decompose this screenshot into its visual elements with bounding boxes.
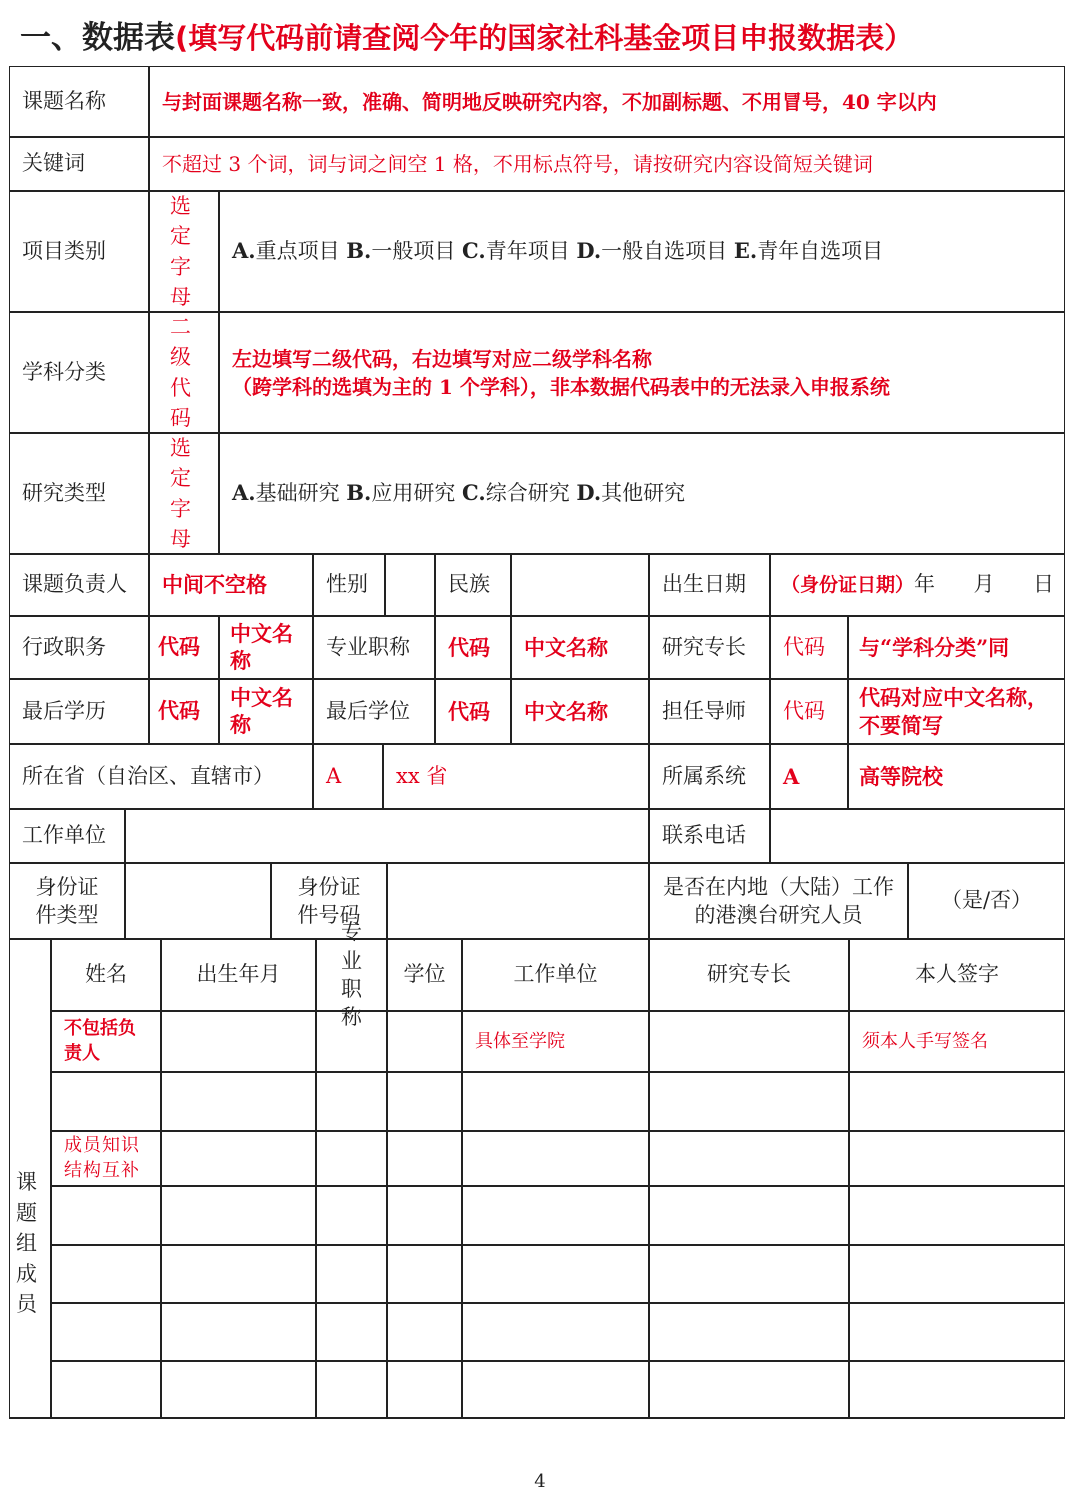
member-row3-title[interactable]	[316, 1131, 387, 1186]
admin-post-code-field[interactable]: 代码	[149, 616, 219, 679]
project-type-options	[219, 191, 1065, 312]
gender-field[interactable]	[385, 554, 435, 616]
member-row3-birth[interactable]	[161, 1131, 316, 1186]
education-name-field[interactable]: 中文名称	[219, 679, 313, 744]
day-unit: 日	[1032, 572, 1054, 597]
topic-name-label: 课题名称	[9, 66, 149, 137]
month-unit: 月	[973, 572, 995, 597]
member-row4-signature[interactable]	[849, 1186, 1065, 1245]
option-key: C.	[462, 480, 486, 506]
member-row5-title[interactable]	[316, 1245, 387, 1303]
member-header-expertise: 研究专长	[649, 939, 849, 1011]
member-row1-unit[interactable]: 具体至学院	[462, 1011, 649, 1072]
member-row4-unit[interactable]	[462, 1186, 649, 1245]
hmt-researcher-field[interactable]: （是/否）	[908, 863, 1065, 939]
option-key: A.	[232, 480, 256, 506]
project-type-code-field[interactable]	[149, 191, 219, 312]
member-row5-degree[interactable]	[387, 1245, 462, 1303]
member-row1-signature[interactable]: 须本人手写签名	[849, 1011, 1065, 1072]
discipline-hint-line1: 左边填写二级代码，右边填写对应二级学科名称	[232, 346, 652, 371]
option-key: D.	[576, 238, 602, 264]
ethnicity-field[interactable]	[511, 554, 649, 616]
member-row1-title[interactable]	[316, 1011, 387, 1072]
member-row1-name[interactable]: 不包括负责人	[51, 1011, 161, 1072]
discipline-code-hint: 二级代码	[170, 314, 191, 430]
title-name-field[interactable]: 中文名称	[511, 616, 649, 679]
member-row2-title[interactable]	[316, 1072, 387, 1131]
member-row6-signature[interactable]	[849, 1303, 1065, 1361]
expertise-label: 研究专长	[649, 616, 770, 679]
research-type-code-field[interactable]	[149, 433, 219, 554]
member-row6-expertise[interactable]	[649, 1303, 849, 1361]
ethnicity-label: 民族	[435, 554, 511, 616]
member-row7-title[interactable]	[316, 1361, 387, 1419]
id-number-field[interactable]	[387, 863, 649, 939]
member-row2-birth[interactable]	[161, 1072, 316, 1131]
option-key: D.	[576, 480, 602, 506]
member-header-title: 专业职称	[316, 939, 387, 1011]
member-header-name: 姓名	[51, 939, 161, 1011]
degree-code-field[interactable]: 代码	[435, 679, 511, 744]
discipline-label: 学科分类	[9, 312, 149, 433]
pi-name-field[interactable]: 中间不空格	[149, 554, 313, 616]
admin-post-label: 行政职务	[9, 616, 149, 679]
title-code-field[interactable]: 代码	[435, 616, 511, 679]
member-row4-expertise[interactable]	[649, 1186, 849, 1245]
work-unit-field[interactable]	[125, 809, 649, 863]
member-row4-birth[interactable]	[161, 1186, 316, 1245]
gender-label: 性别	[313, 554, 385, 616]
pi-label: 课题负责人	[9, 554, 149, 616]
system-label: 所属系统	[649, 744, 770, 809]
id-type-label: 身份证件类型	[9, 863, 125, 939]
member-row4-title[interactable]	[316, 1186, 387, 1245]
option-key: B.	[346, 238, 372, 264]
option-key: B.	[346, 480, 372, 506]
birth-date-field[interactable]	[770, 554, 1065, 616]
discipline-name-field[interactable]	[219, 312, 1065, 433]
member-row5-signature[interactable]	[849, 1245, 1065, 1303]
member-row5-unit[interactable]	[462, 1245, 649, 1303]
member-row2-name[interactable]	[51, 1072, 161, 1131]
member-row5-expertise[interactable]	[649, 1245, 849, 1303]
option-text: 青年项目	[485, 239, 577, 264]
system-code-field[interactable]: A	[770, 744, 848, 809]
hmt-researcher-label: 是否在内地（大陆）工作的港澳台研究人员	[649, 863, 908, 939]
member-row6-title[interactable]	[316, 1303, 387, 1361]
member-row2-unit[interactable]	[462, 1072, 649, 1131]
option-text: 青年自选项目	[757, 239, 884, 264]
member-row5-birth[interactable]	[161, 1245, 316, 1303]
member-row4-name[interactable]	[51, 1186, 161, 1245]
province-code-field[interactable]: A	[313, 744, 383, 809]
member-row7-signature[interactable]	[849, 1361, 1065, 1419]
option-text: 重点项目	[255, 239, 347, 264]
member-row7-unit[interactable]	[462, 1361, 649, 1419]
year-unit: 年	[914, 572, 936, 597]
supervisor-name-field[interactable]: 代码对应中文名称，不要简写	[848, 679, 1065, 744]
system-name-field[interactable]: 高等院校	[848, 744, 1065, 809]
option-text: 应用研究	[371, 481, 463, 506]
discipline-code-field[interactable]	[149, 312, 219, 433]
education-label: 最后学历	[9, 679, 149, 744]
member-row6-degree[interactable]	[387, 1303, 462, 1361]
member-row7-degree[interactable]	[387, 1361, 462, 1419]
member-row3-name[interactable]: 成员知识结构互补	[51, 1131, 161, 1186]
expertise-name-field[interactable]: 与“学科分类”同	[848, 616, 1065, 679]
phone-field[interactable]	[770, 809, 1065, 863]
discipline-hint-line2: （跨学科的选填为主的 1 个学科），非本数据代码表中的无法录入申报系统	[232, 374, 890, 399]
birth-date-label: 出生日期	[649, 554, 770, 616]
option-text: 基础研究	[255, 481, 347, 506]
member-row5-name[interactable]	[51, 1245, 161, 1303]
option-key: E.	[733, 238, 758, 264]
birth-date-hint: （身份证日期）	[781, 574, 915, 597]
id-number-label: 身份证件号码	[271, 863, 387, 939]
option-text: 综合研究	[485, 481, 577, 506]
member-row2-expertise[interactable]	[649, 1072, 849, 1131]
members-label-text: 课题组成员	[16, 1170, 37, 1317]
member-row6-birth[interactable]	[161, 1303, 316, 1361]
option-key: C.	[462, 238, 486, 264]
member-row7-birth[interactable]	[161, 1361, 316, 1419]
keywords-field[interactable]: 不超过 3 个词，词与词之间空 1 格，不用标点符号，请按研究内容设简短关键词	[149, 137, 1065, 191]
title-label: 专业职称	[313, 616, 435, 679]
supervisor-label: 担任导师	[649, 679, 770, 744]
project-type-code-hint: 选定字母	[170, 193, 191, 309]
expertise-code-field[interactable]: 代码	[770, 616, 848, 679]
keywords-label: 关键词	[9, 137, 149, 191]
phone-label: 联系电话	[649, 809, 770, 863]
degree-name-field[interactable]: 中文名称	[511, 679, 649, 744]
member-row3-unit[interactable]	[462, 1131, 649, 1186]
heading-title: 一、数据表	[20, 20, 175, 56]
member-row1-birth[interactable]	[161, 1011, 316, 1072]
member-row7-name[interactable]	[51, 1361, 161, 1419]
option-text: 一般自选项目	[601, 239, 734, 264]
member-header-degree: 学位	[387, 939, 462, 1011]
supervisor-code-field[interactable]: 代码	[770, 679, 848, 744]
option-key: A.	[232, 238, 256, 264]
member-row4-degree[interactable]	[387, 1186, 462, 1245]
member-row1-degree[interactable]	[387, 1011, 462, 1072]
member-header-birth: 出生年月	[161, 939, 316, 1011]
member-row3-degree[interactable]	[387, 1131, 462, 1186]
province-label: 所在省（自治区、直辖市）	[9, 744, 313, 809]
research-type-label: 研究类型	[9, 433, 149, 554]
member-row2-degree[interactable]	[387, 1072, 462, 1131]
member-header-signature: 本人签字	[849, 939, 1065, 1011]
member-row7-expertise[interactable]	[649, 1361, 849, 1419]
member-header-unit: 工作单位	[462, 939, 649, 1011]
member-row6-unit[interactable]	[462, 1303, 649, 1361]
research-type-code-hint: 选定字母	[170, 435, 191, 551]
project-type-label: 项目类别	[9, 191, 149, 312]
member-row2-signature[interactable]	[849, 1072, 1065, 1131]
member-row3-expertise[interactable]	[649, 1131, 849, 1186]
page-heading	[20, 12, 913, 57]
research-type-options	[219, 433, 1065, 554]
work-unit-label: 工作单位	[9, 809, 125, 863]
heading-note: (填写代码前请查阅今年的国家社科基金项目申报数据表）	[175, 21, 914, 55]
topic-name-field[interactable]: 与封面课题名称一致，准确、简明地反映研究内容，不加副标题、不用冒号，40 字以内	[149, 66, 1065, 137]
option-text: 一般项目	[371, 239, 463, 264]
members-section-label	[9, 939, 51, 1419]
id-type-field[interactable]	[125, 863, 271, 939]
option-text: 其他研究	[601, 481, 686, 506]
member-row3-signature[interactable]	[849, 1131, 1065, 1186]
member-row1-expertise[interactable]	[649, 1011, 849, 1072]
admin-post-name-field[interactable]: 中文名称	[219, 616, 313, 679]
degree-label: 最后学位	[313, 679, 435, 744]
page-number: 4	[534, 1471, 546, 1492]
province-name-field[interactable]: xx 省	[383, 744, 649, 809]
education-code-field[interactable]: 代码	[149, 679, 219, 744]
member-row6-name[interactable]	[51, 1303, 161, 1361]
